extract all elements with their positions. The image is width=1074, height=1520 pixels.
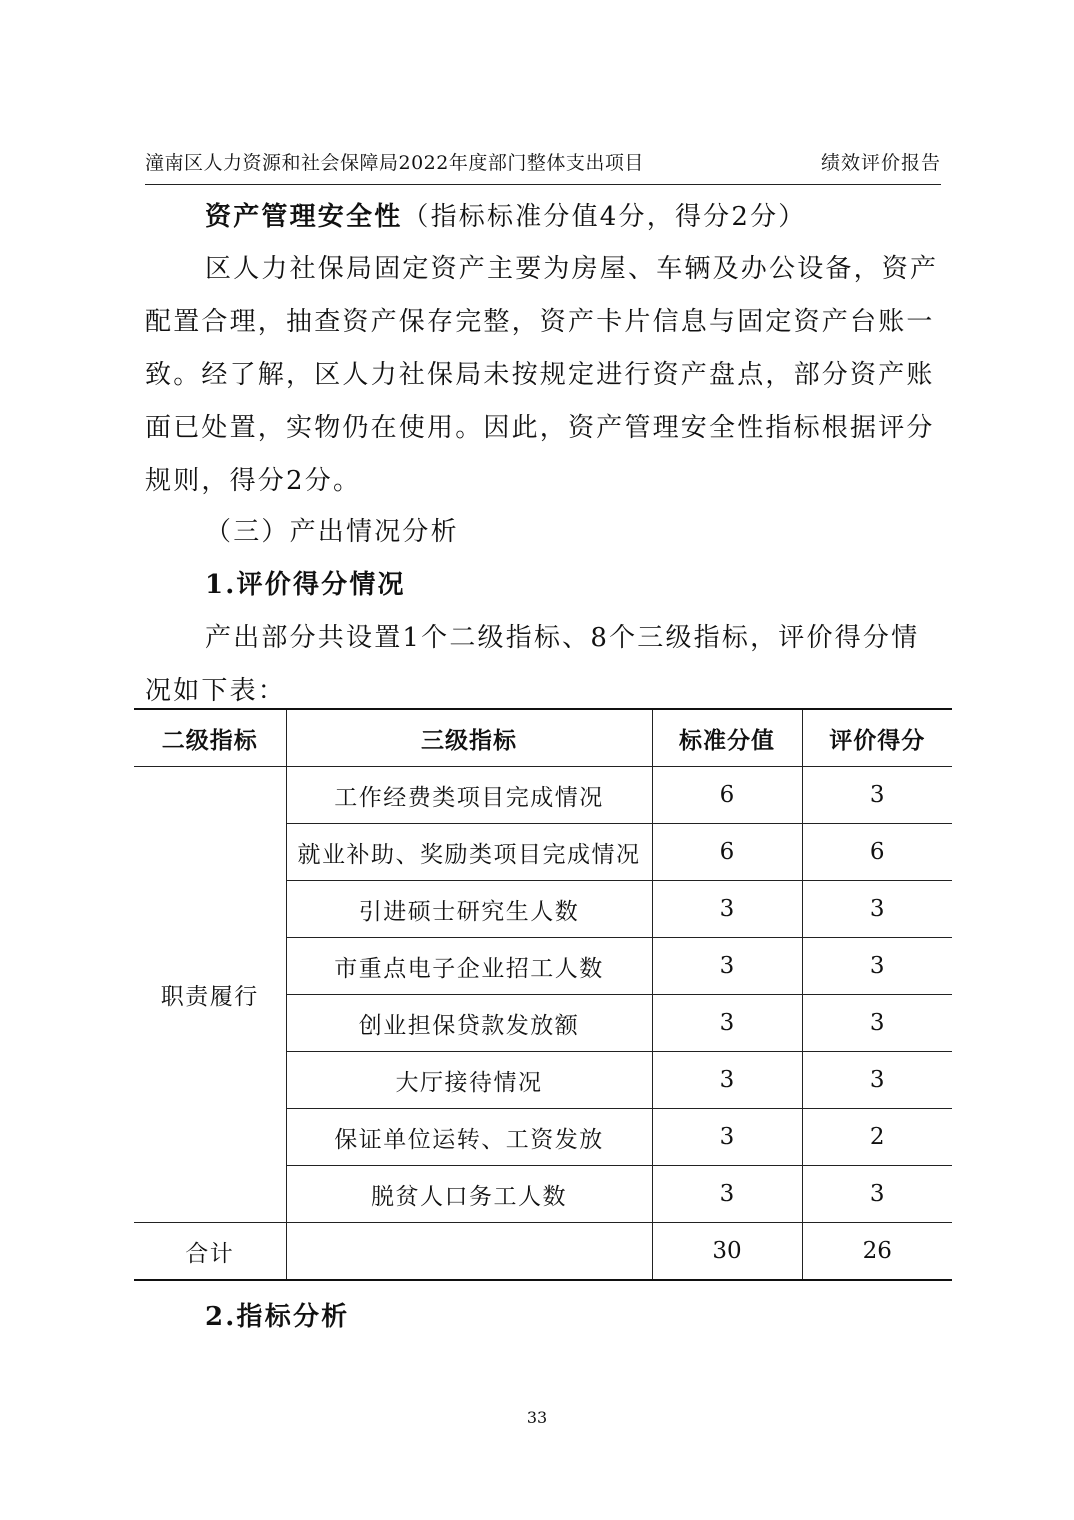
table-header-row: [134, 709, 952, 767]
intro-line-2: 况如下表：: [145, 676, 287, 706]
standard-score: 3: [652, 1052, 802, 1109]
table-row: [134, 767, 952, 824]
indicator-name: 大厅接待情况: [286, 1052, 652, 1109]
asset-paragraph-line-1: 区人力社保局固定资产主要为房屋、车辆及办公设备，资产: [205, 254, 939, 284]
evaluated-score: 3: [802, 881, 952, 938]
evaluated-score: 3: [802, 938, 952, 995]
header-standard-score: 标准分值: [652, 709, 802, 767]
intro-line-1: 产出部分共设置1个二级指标、8个三级指标，评价得分情: [205, 623, 920, 653]
subsection-2-title: 2.指标分析: [205, 1302, 350, 1332]
indicator-name: 引进硕士研究生人数: [286, 881, 652, 938]
indicator-name: 脱贫人口务工人数: [286, 1166, 652, 1223]
total-evaluated-score: 26: [802, 1223, 952, 1281]
asset-paragraph-line-3: 致。经了解，区人力社保局未按规定进行资产盘点，部分资产账: [145, 360, 935, 390]
standard-score: 3: [652, 1166, 802, 1223]
total-standard-score: 30: [652, 1223, 802, 1281]
subsection-1-title: 1.评价得分情况: [205, 570, 406, 600]
evaluated-score: 3: [802, 1166, 952, 1223]
asset-title-bold: 资产管理安全性: [205, 202, 403, 232]
asset-paragraph-line-4: 面已处置，实物仍在使用。因此，资产管理安全性指标根据评分: [145, 413, 935, 443]
total-label: 合计: [134, 1223, 286, 1281]
standard-score: 6: [652, 767, 802, 824]
indicator-name: 工作经费类项目完成情况: [286, 767, 652, 824]
section-3-title: （三）产出情况分析: [205, 517, 459, 547]
group-cell: 职责履行: [134, 767, 286, 1223]
table-total-row: [134, 1223, 952, 1281]
evaluated-score: 3: [802, 767, 952, 824]
evaluated-score: 3: [802, 995, 952, 1052]
indicator-name: 创业担保贷款发放额: [286, 995, 652, 1052]
evaluated-score: 6: [802, 824, 952, 881]
standard-score: 3: [652, 938, 802, 995]
standard-score: 3: [652, 995, 802, 1052]
header-level2: 二级指标: [134, 709, 286, 767]
evaluated-score: 3: [802, 1052, 952, 1109]
indicator-name: 市重点电子企业招工人数: [286, 938, 652, 995]
asset-paragraph-line-5: 规则，得分2分。: [145, 466, 362, 496]
header-title: 潼南区人力资源和社会保障局2022年度部门整体支出项目: [145, 152, 644, 174]
header-report-type: 绩效评价报告: [820, 152, 941, 174]
standard-score: 3: [652, 1109, 802, 1166]
page-header: [145, 150, 941, 185]
asset-title-score: （指标标准分值4分，得分2分）: [402, 202, 807, 232]
output-score-table: [134, 708, 952, 1281]
header-level3: 三级指标: [286, 709, 652, 767]
total-empty-cell: [286, 1223, 652, 1281]
header-evaluated-score: 评价得分: [802, 709, 952, 767]
page-number: 33: [526, 1408, 548, 1427]
standard-score: 6: [652, 824, 802, 881]
standard-score: 3: [652, 881, 802, 938]
evaluated-score: 2: [802, 1109, 952, 1166]
asset-section-title: [145, 200, 941, 234]
indicator-name: 就业补助、奖励类项目完成情况: [286, 824, 652, 881]
indicator-name: 保证单位运转、工资发放: [286, 1109, 652, 1166]
asset-paragraph-line-2: 配置合理，抽查资产保存完整，资产卡片信息与固定资产台账一: [145, 307, 935, 337]
